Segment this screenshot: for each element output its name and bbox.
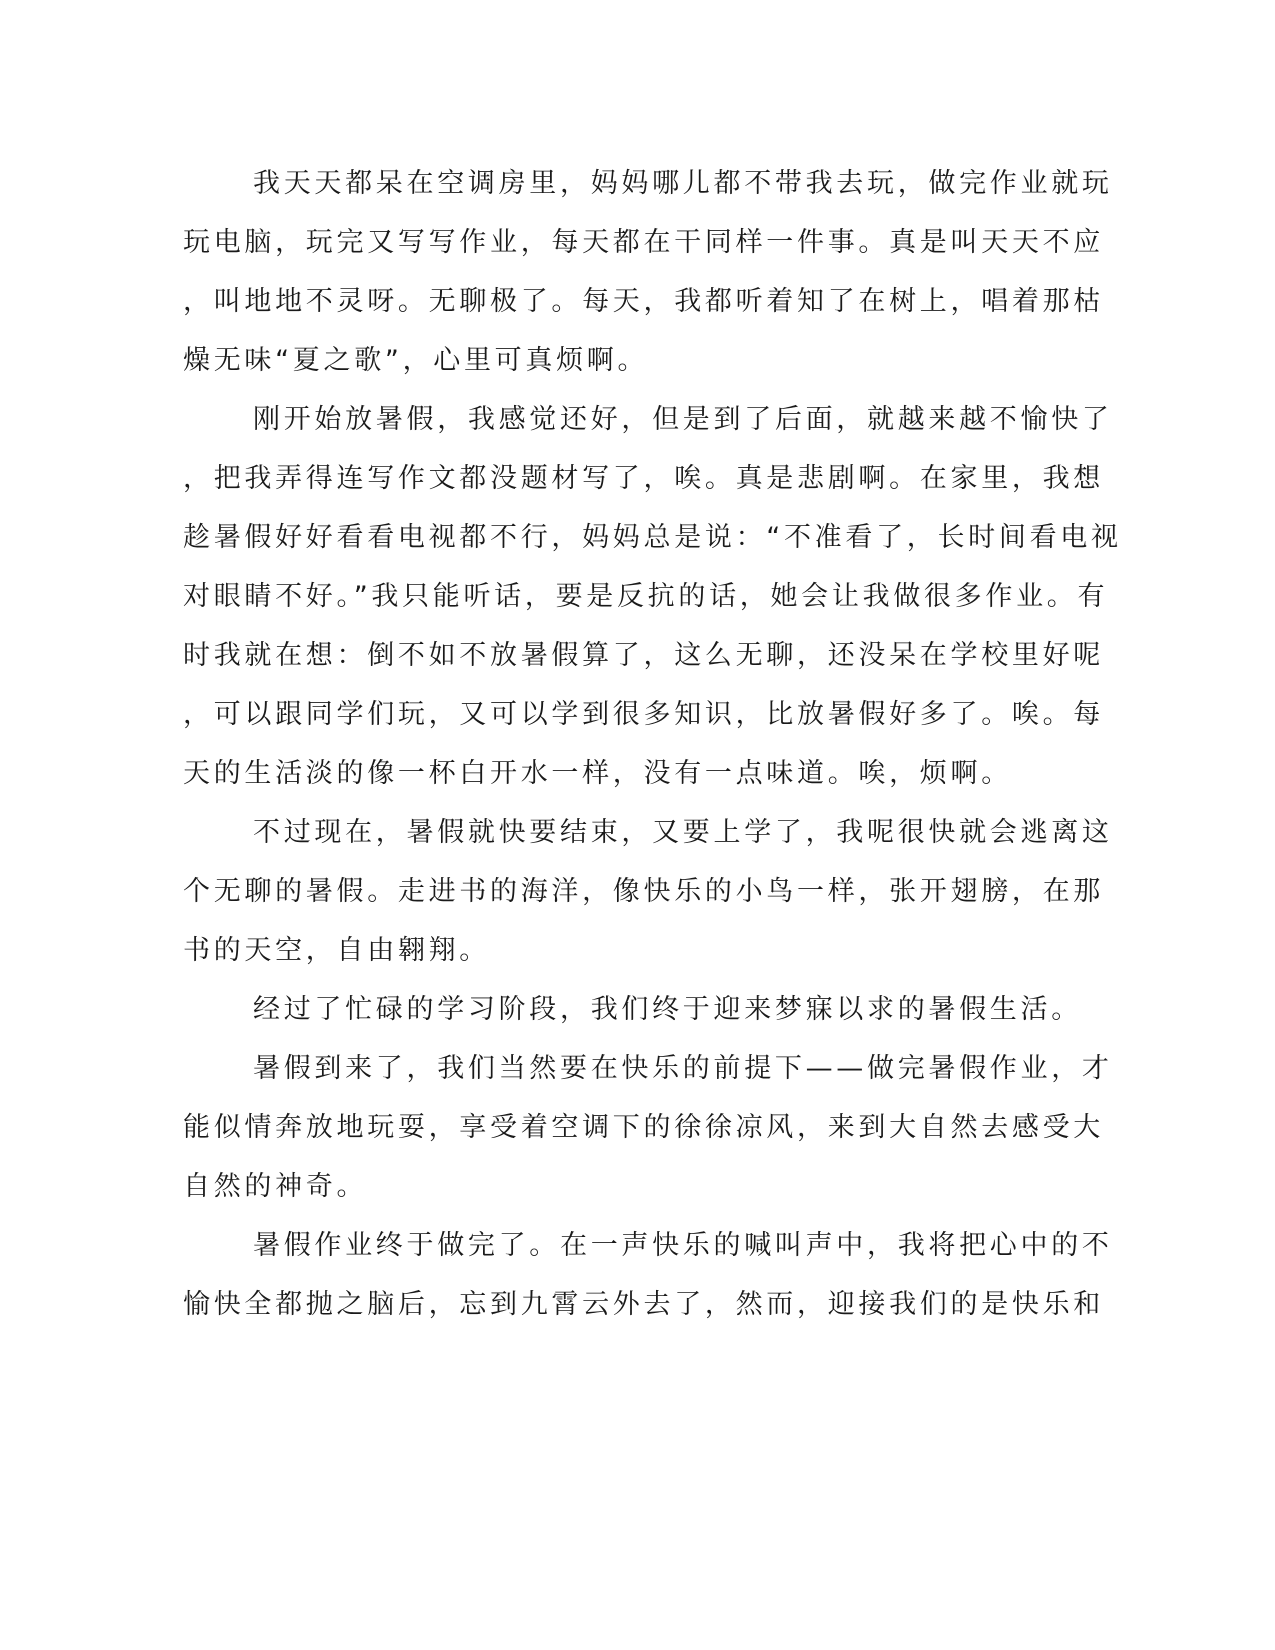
text-line: 暑假作业终于做完了。在一声快乐的喊叫声中，我将把心中的不 bbox=[253, 1230, 1113, 1261]
text-line: 时我就在想：倒不如不放暑假算了，这么无聊，还没呆在学校里好呢 bbox=[183, 640, 1104, 671]
text-line: 刚开始放暑假，我感觉还好，但是到了后面，就越来越不愉快了 bbox=[253, 404, 1113, 435]
text-line: ，叫地地不灵呀。无聊极了。每天，我都听着知了在树上，唱着那枯 bbox=[183, 286, 1104, 317]
text-line: 天的生活淡的像一杯白开水一样，没有一点味道。唉，烦啊。 bbox=[183, 758, 1012, 789]
paragraph-4 bbox=[183, 980, 1082, 1039]
paragraph-5 bbox=[183, 1039, 1113, 1216]
text-line: ，把我弄得连写作文都没题材写了，唉。真是悲剧啊。在家里，我想 bbox=[183, 463, 1104, 494]
text-line: 趁暑假好好看看电视都不行，妈妈总是说：“不准看了，长时间看电视 bbox=[183, 522, 1122, 553]
text-line: 自然的神奇。 bbox=[183, 1171, 368, 1202]
text-line: 玩电脑，玩完又写写作业，每天都在干同样一件事。真是叫天天不应 bbox=[183, 227, 1104, 258]
paragraph-2 bbox=[183, 390, 1122, 803]
text-line: 能似情奔放地玩耍，享受着空调下的徐徐凉风，来到大自然去感受大 bbox=[183, 1112, 1104, 1143]
text-line: 燥无味“夏之歌”，心里可真烦啊。 bbox=[183, 345, 649, 376]
paragraph-3 bbox=[183, 803, 1113, 980]
text-line: 愉快全都抛之脑后，忘到九霄云外去了，然而，迎接我们的是快乐和 bbox=[183, 1289, 1104, 1320]
document-body bbox=[183, 154, 1122, 1334]
paragraph-1 bbox=[183, 154, 1113, 390]
text-line: ，可以跟同学们玩，又可以学到很多知识，比放暑假好多了。唉。每 bbox=[183, 699, 1104, 730]
text-line: 书的天空，自由翱翔。 bbox=[183, 935, 490, 966]
text-line: 不过现在，暑假就快要结束，又要上学了，我呢很快就会逃离这 bbox=[253, 817, 1113, 848]
text-line: 我天天都呆在空调房里，妈妈哪儿都不带我去玩，做完作业就玩 bbox=[253, 168, 1113, 199]
paragraph-6 bbox=[183, 1216, 1113, 1334]
text-line: 经过了忙碌的学习阶段，我们终于迎来梦寐以求的暑假生活。 bbox=[253, 994, 1082, 1025]
text-line: 个无聊的暑假。走进书的海洋，像快乐的小鸟一样，张开翅膀，在那 bbox=[183, 876, 1104, 907]
text-line: 对眼睛不好。”我只能听话，要是反抗的话，她会让我做很多作业。有 bbox=[183, 581, 1109, 612]
text-line: 暑假到来了，我们当然要在快乐的前提下——做完暑假作业，才 bbox=[253, 1053, 1113, 1084]
